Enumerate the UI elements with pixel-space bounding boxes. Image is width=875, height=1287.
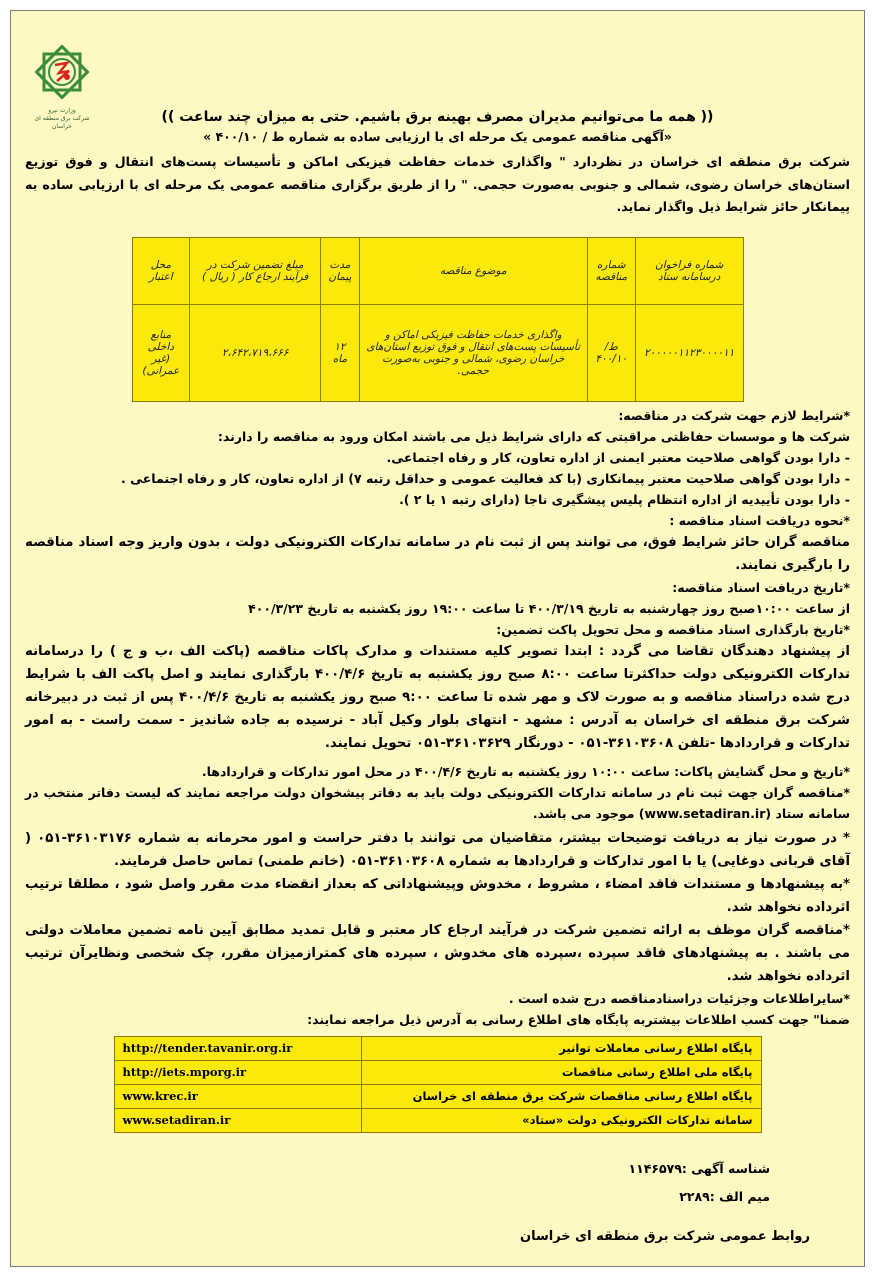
receive-date-heading: *تاریخ دریافت اسناد مناقصه: [672,579,850,595]
site-row [114,1036,761,1060]
invalid-bids-text: *به پیشنهادها و مستندات فاقد امضاء ، مشروط ، مخدوش وپیشنهاداتی که بعداز انقضاء مدت مقرر واصل شود ، مطلقا ترتیب اثرداده نخواهد شد. [25,876,850,915]
tender-advertisement [10,10,865,1267]
guarantee-text: *مناقصه گران موظف به ارائه تضمین شرکت در فرآیند ارجاع کار معتبر و قابل تمدید مطابق آیین نامه تضمین معاملات دولتی می باشند . به پیشنهادهای فاقد سپرده ،سپرده های مخدوش ، سپرده های کمترازمیزان مقرر، چک شخصی ونظایرآن ترتیب اثرداده نخواهد شد. [25,922,850,984]
tender-table [132,237,744,402]
info-sites-table [114,1036,762,1133]
cell-tender-number: ط/۴۰۰/۱۰ [587,304,635,401]
logo-caption-company: شرکت برق منطقه ای خراسان [34,115,90,130]
condition-item: - دارا بودن تأییدیه از اداره انتظام پلیس پیشگیری ناجا (دارای رتبه ۱ یا ۲ ). [399,491,850,507]
upload-text: از پیشنهاد دهندگان تقاضا می گردد : ابتدا تصویر کلیه مستندات و مدارک پاکات مناقصه (پاکت الف ،ب و ج ) را درسامانه تدارکات الکترونیکی دولت حداکثرتا ساعت ۸:۰۰ صبح روز یکشنبه به تاریخ ۴۰۰/۴/۶ بارگذاری نمایند و اصل پاکت الف با شرایط درج شده دراسناد مناقصه و به صورت لاک و مهر شده تا ساعت ۹:۰۰ صبح روز یکشنبه به تاریخ ۴۰۰/۴/۶ پس از ثبت در دبیرخانه شرکت برق منطقه ای خراسان به آدرس : مشهد - انتهای بلوار وکیل آباد - نرسیده به جاده شاندیز - سمت راست - به امور تدارکات و قراردادها -تلفن ۳۶۱۰۳۶۰۸-۰۵۱ - دورنگار ۳۶۱۰۳۶۲۹-۰۵۱ تحویل نمایند. [25,643,850,751]
cell-call-number: ۲۰۰۰۰۰۱۱۲۳۰۰۰۰۱۱ [635,304,743,401]
receive-date-text: از ساعت ۱۰:۰۰صبح روز چهارشنبه به تاریخ ۴۰۰/۳/۱۹ تا ساعت ۱۹:۰۰ روز یکشنبه به تاریخ ۴۰۰/۳/۲۳ [248,600,850,616]
header-tender-number: شماره مناقصه [587,237,635,304]
tender-table-header-row [132,237,743,304]
other-info-text: *سایراطلاعات وجزئیات دراسنادمناقصه درج شده است . [508,990,850,1006]
mim-alef-id: میم الف :۲۲۸۹ [679,1188,770,1204]
cell-credit-source: منابع داخلی (غیر عمرانی) [132,304,190,401]
ad-identifiers [25,1155,770,1211]
header-subject: موضوع مناقصه [359,237,587,304]
receive-method-text: مناقصه گران حائز شرایط فوق، می توانند پس از ثبت نام در سامانه تدارکات الکترونیکی دولت ، بدون واریز وجه اسناد مناقصه را بارگیری نمایند. [25,534,850,573]
logo-caption-ministry: وزارت نیرو [48,107,76,114]
site-url[interactable]: www.krec.ir [114,1084,361,1108]
intro-paragraph: شرکت برق منطقه ای خراسان در نظردارد " واگذاری خدمات حفاظت فیزیکی اماکن و تأسیسات پست‌های انتقال و فوق توزیع استان‌های خراسان رضوی، شمالی و جنوبی به‌صورت حجمی. " را از طریق برگزاری مناقصه عمومی یک مرحله ای با ارزیابی ساده به پیمانکار حائز شرایط ذیل واگذار نماید. [25,154,850,214]
header-guarantee-amount: مبلغ تضمین شرکت در فرآیند ارجاع کار ( ریال ) [190,237,321,304]
site-name: پایگاه اطلاع رسانی معاملات توانیر [361,1036,761,1060]
site-row [114,1060,761,1084]
cell-guarantee-amount: ۲،۶۴۲،۷۱۹،۶۶۶ [190,304,321,401]
site-row [114,1084,761,1108]
site-name: پایگاه اطلاع رسانی مناقصات شرکت برق منطقه ای خراسان [361,1084,761,1108]
header-call-number: شماره فراخوان درسامانه ستاد [635,237,743,304]
opening-text: *تاریخ و محل گشایش پاکات: ساعت ۱۰:۰۰ روز یکشنبه به تاریخ ۴۰۰/۴/۶ در محل امور تدارکات و قراردادها. [201,763,850,779]
company-logo [27,41,97,141]
conditions-heading: *شرایط لازم جهت شرکت در مناقصه: [618,407,850,423]
site-url[interactable]: www.setadiran.ir [114,1108,361,1132]
company-emblem-icon [31,41,93,103]
registration-text: *مناقصه گران جهت ثبت نام در سامانه تدارکات الکترونیکی دولت باید به دفاتر پیشخوان دولت مراجعه نمایند که لیست دفاتر منتخب در سامانه ستاد (www.setadiran.ir) موجود می باشد. [25,784,850,821]
upload-heading: *تاریخ بارگذاری اسناد مناقصه و محل تحویل پاکت تضمین: [496,621,850,637]
public-relations-signature: روابط عمومی شرکت برق منطقه ای خراسان [519,1228,810,1244]
header-credit-source: محل اعتبار [132,237,190,304]
condition-item: - دارا بودن گواهی صلاحیت معتبر پیمانکاری (با کد فعالیت عمومی و حداقل رتبه ۷) از اداره تعاون، کار و رفاه اجتماعی . [121,470,850,486]
condition-item: - دارا بودن گواهی صلاحیت معتبر ایمنی از اداره تعاون، کار و رفاه اجتماعی. [386,449,850,465]
ad-title: «آگهی مناقصه عمومی یک مرحله ای با ارزیابی ساده به شماره ط / ۴۰۰/۱۰ » [203,129,672,144]
site-row [114,1108,761,1132]
conditions-lead: شرکت ها و موسسات حفاظتی مراقبتی که دارای شرایط ذیل می باشند امکان ورود به مناقصه را دارند: [217,428,850,444]
ad-id: شناسه آگهی :۱۱۴۶۵۷۹ [628,1160,770,1176]
cell-duration: ۱۲ ماه [321,304,360,401]
sites-intro-text: ضمنا" جهت کسب اطلاعات بیشتربه پایگاه های اطلاع رسانی به آدرس ذیل مراجعه نمایند: [307,1011,850,1027]
receive-method-heading: *نحوه دریافت اسناد مناقصه : [669,512,850,528]
info-contact-text: * در صورت نیاز به دریافت توضیحات بیشتر، متقاضیان می توانند با دفتر حراست و امور محرمانه به شماره ۳۶۱۰۳۱۷۶-۰۵۱ ( آقای قربانی دوغایی) یا با امور تدارکات و قراردادها به شماره ۳۶۱۰۳۶۰۸-۰۵۱ (خانم طمنی) تماس حاصل فرمایند. [25,830,850,869]
tender-table-row [132,304,743,401]
site-name: پایگاه ملی اطلاع رسانی مناقصات [361,1060,761,1084]
site-url[interactable]: http://iets.mporg.ir [114,1060,361,1084]
header-duration: مدت پیمان [321,237,360,304]
site-url[interactable]: http://tender.tavanir.org.ir [114,1036,361,1060]
slogan: (( همه ما می‌توانیم مدیران مصرف بهینه برق باشیم. حتی به میزان چند ساعت )) [161,109,714,125]
cell-subject: واگذاری خدمات حفاظت فیزیکی اماکن و تأسیسات پست‌های انتقال و فوق توزیع استان‌های خراسان رضوی، شمالی و جنوبی به‌صورت حجمی. [359,304,587,401]
site-name: سامانه تدارکات الکترونیکی دولت «ستاد» [361,1108,761,1132]
